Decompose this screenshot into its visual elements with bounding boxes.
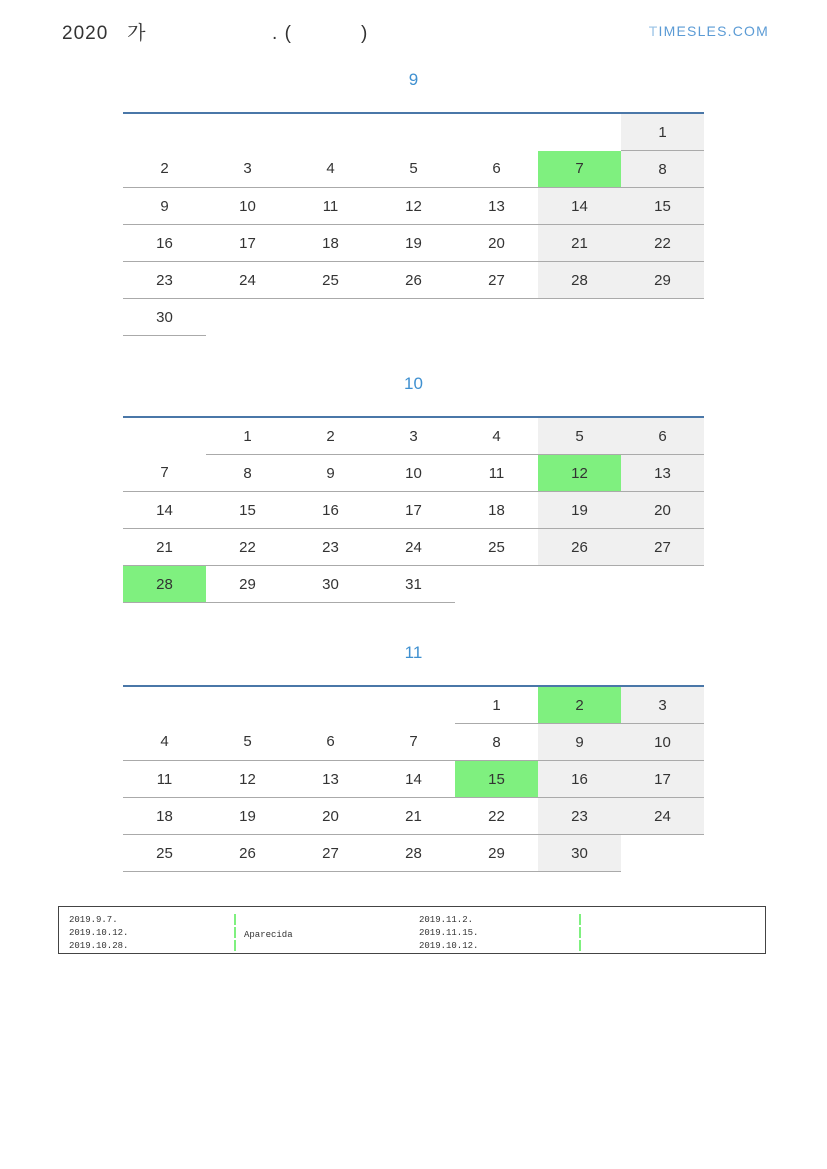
month-body-0 [123, 113, 704, 336]
calendar-day-cell: 18 [455, 492, 538, 529]
page-title: 2020 가 . ( ) [62, 23, 369, 44]
calendar-day-cell: 4 [123, 724, 206, 761]
calendar-day-cell: 5 [538, 417, 621, 455]
legend-line: 2019.10.28. [69, 941, 129, 951]
calendar-day-cell: 9 [123, 188, 206, 225]
calendar-day-cell: 6 [621, 417, 704, 455]
month-body-1 [123, 417, 704, 603]
calendar-day-cell: 15 [206, 492, 289, 529]
calendar-day-cell: 28 [538, 262, 621, 299]
calendar-day-cell: 5 [372, 151, 455, 188]
calendar-week-row [123, 724, 704, 761]
calendar-day-cell: 24 [206, 262, 289, 299]
calendar-day-cell: 29 [621, 262, 704, 299]
legend-line [234, 914, 293, 927]
calendar-cell-empty [538, 299, 621, 336]
legend-line: 2019.10.12. [69, 928, 129, 938]
month-calendar-table [123, 112, 704, 336]
calendar-day-cell: 27 [289, 835, 372, 872]
legend-column-dates-left [69, 914, 128, 953]
month-title: 11 [404, 643, 423, 662]
calendar-day-cell: 31 [372, 566, 455, 603]
calendar-day-cell: 1 [621, 113, 704, 151]
legend-marker-icon [234, 940, 236, 951]
calendar-day-cell: 30 [538, 835, 621, 872]
calendar-day-cell: 19 [538, 492, 621, 529]
calendar-day-cell: 2 [123, 151, 206, 188]
calendar-week-row [123, 262, 704, 299]
legend-label: Aparecida [244, 930, 293, 940]
calendar-cell-empty [289, 113, 372, 151]
calendar-cell-empty [206, 686, 289, 724]
legend-line: 2019.10.12. [419, 941, 479, 951]
calendar-day-cell: 30 [123, 299, 206, 336]
calendar-day-cell: 22 [455, 798, 538, 835]
calendar-day-cell: 20 [621, 492, 704, 529]
calendar-week-row [123, 686, 704, 724]
calendar-day-cell: 8 [621, 151, 704, 188]
legend-line [579, 940, 589, 953]
calendar-week-row [123, 835, 704, 872]
calendar-day-cell: 23 [538, 798, 621, 835]
legend-line: 2019.11.15. [419, 928, 479, 938]
brand-first-letter: T [648, 23, 659, 39]
calendar-cell-empty [372, 299, 455, 336]
calendar-cell-empty [621, 566, 704, 603]
calendar-cell-empty [372, 113, 455, 151]
calendar-day-cell: 14 [123, 492, 206, 529]
calendar-day-cell: 24 [621, 798, 704, 835]
calendar-day-cell: 1 [206, 417, 289, 455]
calendar-cell-empty [123, 417, 206, 455]
calendar-day-cell: 29 [206, 566, 289, 603]
month-title: 10 [404, 374, 423, 393]
calendar-day-cell: 25 [455, 529, 538, 566]
calendar-day-cell: 6 [455, 151, 538, 188]
calendar-day-cell: 18 [289, 225, 372, 262]
calendar-cell-empty [538, 113, 621, 151]
calendar-day-cell: 30 [289, 566, 372, 603]
calendar-day-cell: 9 [538, 724, 621, 761]
calendar-week-row [123, 225, 704, 262]
calendar-day-cell: 25 [123, 835, 206, 872]
calendar-day-cell: 2 [289, 417, 372, 455]
calendar-day-cell: 2 [538, 686, 621, 724]
calendar-day-cell: 24 [372, 529, 455, 566]
calendar-day-cell: 1 [455, 686, 538, 724]
legend-marker-icon [579, 927, 581, 938]
calendar-day-cell: 28 [123, 566, 206, 603]
calendar-week-row [123, 299, 704, 336]
month-calendar-table [123, 685, 704, 872]
calendar-day-cell: 19 [206, 798, 289, 835]
legend-line: 2019.11.2. [419, 915, 474, 925]
calendar-week-row [123, 761, 704, 798]
legend-marker-icon [234, 927, 236, 938]
calendar-day-cell: 20 [455, 225, 538, 262]
calendar-week-row [123, 529, 704, 566]
month-block-3 [0, 643, 827, 872]
calendar-day-cell: 13 [289, 761, 372, 798]
month-body-2 [123, 686, 704, 872]
calendar-cell-empty [621, 299, 704, 336]
calendar-day-cell: 19 [372, 225, 455, 262]
calendar-cell-empty [455, 113, 538, 151]
calendar-day-cell: 21 [123, 529, 206, 566]
calendar-day-cell: 25 [289, 262, 372, 299]
legend-column-names-left [234, 914, 293, 953]
calendar-day-cell: 16 [538, 761, 621, 798]
calendar-day-cell: 12 [206, 761, 289, 798]
calendar-day-cell: 22 [206, 529, 289, 566]
calendar-cell-empty [455, 299, 538, 336]
calendar-day-cell: 3 [206, 151, 289, 188]
calendar-day-cell: 5 [206, 724, 289, 761]
calendar-day-cell: 11 [455, 455, 538, 492]
legend-line [579, 914, 589, 927]
calendar-day-cell: 7 [538, 151, 621, 188]
calendar-day-cell: 16 [123, 225, 206, 262]
legend-line [579, 927, 589, 940]
calendar-week-row [123, 113, 704, 151]
calendar-day-cell: 27 [455, 262, 538, 299]
calendar-day-cell: 12 [372, 188, 455, 225]
calendar-day-cell: 27 [621, 529, 704, 566]
month-calendar-table [123, 416, 704, 603]
month-block-2 [0, 374, 827, 603]
calendar-day-cell: 26 [538, 529, 621, 566]
calendar-cell-empty [289, 686, 372, 724]
calendar-day-cell: 23 [289, 529, 372, 566]
calendar-day-cell: 28 [372, 835, 455, 872]
calendar-week-row [123, 417, 704, 455]
calendar-day-cell: 29 [455, 835, 538, 872]
calendar-day-cell: 21 [538, 225, 621, 262]
legend-column-dates-right [419, 914, 478, 953]
calendar-day-cell: 17 [372, 492, 455, 529]
calendar-day-cell: 26 [206, 835, 289, 872]
legend-column-names-right [579, 914, 589, 953]
calendar-day-cell: 14 [538, 188, 621, 225]
legend-line [234, 940, 293, 953]
calendar-cell-empty [123, 113, 206, 151]
calendar-day-cell: 13 [455, 188, 538, 225]
calendar-day-cell: 22 [621, 225, 704, 262]
legend-marker-icon [234, 914, 236, 925]
calendar-cell-empty [289, 299, 372, 336]
calendar-day-cell: 15 [455, 761, 538, 798]
calendar-day-cell: 4 [289, 151, 372, 188]
calendar-week-row [123, 566, 704, 603]
brand-rest-text: IMESLES.COM [658, 23, 769, 39]
calendar-day-cell: 12 [538, 455, 621, 492]
calendar-day-cell: 8 [206, 455, 289, 492]
calendar-day-cell: 15 [621, 188, 704, 225]
calendar-week-row [123, 188, 704, 225]
calendar-day-cell: 3 [621, 686, 704, 724]
calendar-cell-empty [206, 299, 289, 336]
calendar-week-row [123, 492, 704, 529]
calendar-cell-empty [206, 113, 289, 151]
month-block-1 [0, 70, 827, 336]
calendar-cell-empty [538, 566, 621, 603]
month-title: 9 [408, 70, 419, 89]
page-header [0, 18, 827, 52]
calendar-day-cell: 20 [289, 798, 372, 835]
legend-line [234, 927, 293, 940]
brand-logo [649, 23, 769, 39]
calendar-cell-empty [372, 686, 455, 724]
calendar-day-cell: 10 [372, 455, 455, 492]
legend-marker-icon [579, 940, 581, 951]
calendar-week-row [123, 798, 704, 835]
legend-box [58, 906, 766, 954]
calendar-day-cell: 21 [372, 798, 455, 835]
calendar-day-cell: 7 [372, 724, 455, 761]
calendar-day-cell: 18 [123, 798, 206, 835]
calendar-day-cell: 3 [372, 417, 455, 455]
calendar-day-cell: 11 [289, 188, 372, 225]
calendar-week-row [123, 455, 704, 492]
calendar-day-cell: 26 [372, 262, 455, 299]
calendar-day-cell: 7 [123, 455, 206, 492]
legend-line: 2019.9.7. [69, 915, 118, 925]
calendar-day-cell: 4 [455, 417, 538, 455]
calendar-day-cell: 14 [372, 761, 455, 798]
calendar-day-cell: 17 [621, 761, 704, 798]
calendar-day-cell: 10 [621, 724, 704, 761]
calendar-day-cell: 9 [289, 455, 372, 492]
calendar-day-cell: 11 [123, 761, 206, 798]
calendar-cell-empty [621, 835, 704, 872]
calendar-week-row [123, 151, 704, 188]
calendar-day-cell: 10 [206, 188, 289, 225]
calendar-day-cell: 6 [289, 724, 372, 761]
calendar-day-cell: 13 [621, 455, 704, 492]
calendar-cell-empty [123, 686, 206, 724]
calendar-day-cell: 16 [289, 492, 372, 529]
calendar-day-cell: 23 [123, 262, 206, 299]
calendar-cell-empty [455, 566, 538, 603]
legend-marker-icon [579, 914, 581, 925]
calendar-day-cell: 17 [206, 225, 289, 262]
calendar-day-cell: 8 [455, 724, 538, 761]
